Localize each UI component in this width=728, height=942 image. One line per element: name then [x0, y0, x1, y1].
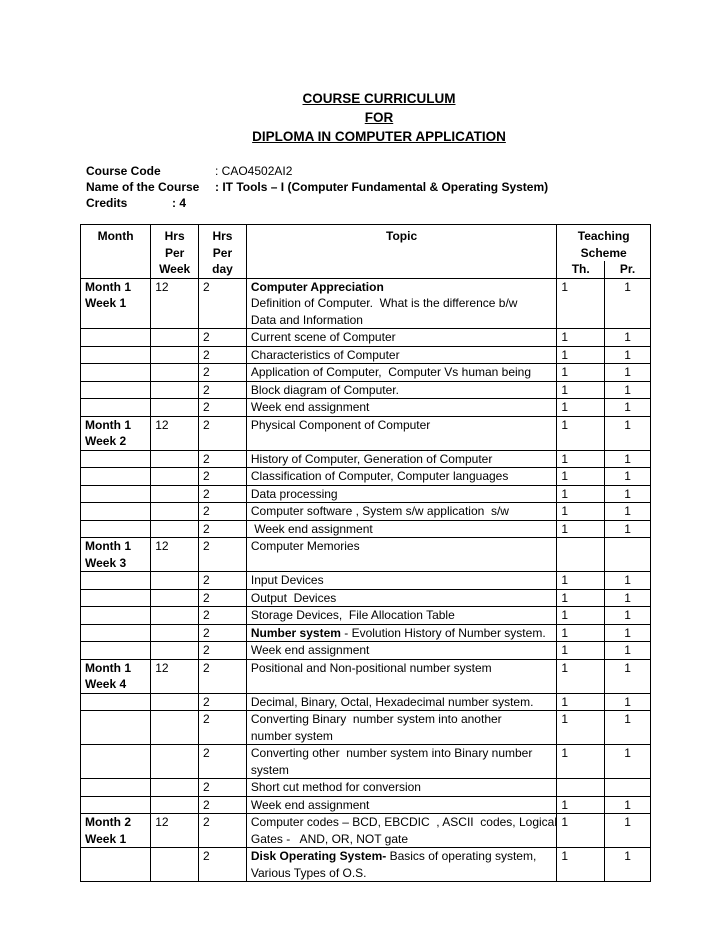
topic-line: Definition of Computer. What is the difference b/w: [250, 296, 518, 310]
cell-th: 1: [557, 589, 605, 607]
topic-line: number system: [250, 728, 333, 743]
cell-hrs-week: [151, 503, 199, 521]
table-row: [81, 346, 651, 364]
title-for: FOR: [364, 110, 394, 125]
cell-hrs-week: [151, 607, 199, 625]
topic-line: Input Devices: [250, 573, 324, 587]
week-label: Week 3: [85, 555, 127, 570]
cell-th: 1: [557, 711, 605, 745]
table-row: [81, 711, 651, 745]
month-label: Month 1: [85, 279, 131, 294]
cell-pr: 1: [605, 329, 651, 347]
cell-th: 1: [557, 399, 605, 417]
cell-th: 1: [557, 364, 605, 382]
course-name-label: Name of the Course: [86, 180, 200, 194]
cell-month: [81, 745, 151, 779]
cell-hrs-day: 2: [199, 779, 247, 797]
cell-hrs-week: [151, 329, 199, 347]
cell-pr: 1: [605, 381, 651, 399]
cell-hrs-week: [151, 642, 199, 660]
cell-topic: [246, 364, 556, 382]
cell-hrs-week: [151, 520, 199, 538]
cell-pr: 1: [605, 364, 651, 382]
cell-hrs-day: 2: [199, 503, 247, 521]
cell-th: 1: [557, 329, 605, 347]
cell-topic: [246, 346, 556, 364]
cell-hrs-day: 2: [199, 745, 247, 779]
cell-month: [81, 381, 151, 399]
header-month: Month: [81, 225, 151, 279]
cell-pr: 1: [605, 468, 651, 486]
cell-topic: [246, 779, 556, 797]
table-row: [81, 624, 651, 642]
cell-topic: [246, 711, 556, 745]
cell-topic: [246, 589, 556, 607]
cell-pr: 1: [605, 814, 651, 848]
cell-topic: [246, 693, 556, 711]
cell-topic: [246, 624, 556, 642]
cell-hrs-week: 12: [151, 659, 199, 693]
topic-bold-term: Number system: [250, 625, 341, 640]
cell-th: 1: [557, 520, 605, 538]
month-label: Month 1: [85, 417, 131, 432]
cell-th: 1: [557, 607, 605, 625]
topic-line: Classification of Computer, Computer languages: [250, 469, 509, 483]
cell-hrs-week: [151, 485, 199, 503]
cell-month: [81, 624, 151, 642]
cell-pr: 1: [605, 572, 651, 590]
title-line-2: [0, 108, 728, 127]
topic-line: Week end assignment: [250, 797, 370, 812]
table-row: [81, 642, 651, 660]
cell-hrs-week: [151, 364, 199, 382]
cell-topic: [246, 278, 556, 329]
cell-hrs-day: 2: [199, 642, 247, 660]
cell-pr: 1: [605, 796, 651, 814]
week-label: Week 4: [85, 677, 127, 691]
cell-topic: [246, 381, 556, 399]
cell-pr: 1: [605, 848, 651, 882]
cell-hrs-day: 2: [199, 329, 247, 347]
cell-th: 1: [557, 693, 605, 711]
topic-line: Computer codes – BCD, EBCDIC , ASCII codes, Logical: [250, 815, 558, 829]
cell-pr: 1: [605, 346, 651, 364]
topic-line: Application of Computer, Computer Vs human being: [250, 365, 532, 379]
cell-hrs-day: 2: [199, 485, 247, 503]
cell-hrs-week: [151, 624, 199, 642]
cell-month: [81, 329, 151, 347]
course-code-label: Course Code: [86, 164, 161, 178]
cell-month: [81, 848, 151, 882]
cell-th: 1: [557, 416, 605, 450]
topic-line: Data processing: [250, 486, 338, 501]
cell-hrs-week: [151, 779, 199, 797]
table-row: [81, 693, 651, 711]
cell-topic: [246, 572, 556, 590]
table-row: [81, 659, 651, 693]
cell-hrs-day: 2: [199, 693, 247, 711]
cell-th: 1: [557, 278, 605, 329]
cell-hrs-week: 12: [151, 538, 199, 572]
cell-hrs-day: 2: [199, 848, 247, 882]
credits-value: : 4: [172, 196, 187, 210]
table-row: [81, 468, 651, 486]
header-teaching-scheme: Teaching Scheme: [557, 225, 651, 262]
cell-topic: [246, 399, 556, 417]
table-row: [81, 745, 651, 779]
cell-month: [81, 450, 151, 468]
title-line-1: [0, 89, 728, 108]
cell-month: [81, 520, 151, 538]
cell-hrs-week: [151, 468, 199, 486]
table-row: [81, 278, 651, 329]
cell-th: 1: [557, 503, 605, 521]
cell-topic: [246, 659, 556, 693]
cell-hrs-week: [151, 693, 199, 711]
topic-heading: Computer Appreciation: [250, 279, 384, 294]
cell-pr: [605, 779, 651, 797]
cell-month: [81, 538, 151, 572]
cell-pr: 1: [605, 450, 651, 468]
cell-hrs-day: 2: [199, 711, 247, 745]
topic-line: Disk Operating System- Basics of operating system,: [250, 849, 537, 863]
cell-month: [81, 278, 151, 329]
cell-th: 1: [557, 642, 605, 660]
cell-th: 1: [557, 745, 605, 779]
title-line-3: [0, 127, 728, 146]
week-label: Week 1: [85, 831, 127, 846]
table-row: [81, 572, 651, 590]
header-topic: Topic: [246, 225, 556, 279]
cell-th: 1: [557, 468, 605, 486]
cell-month: [81, 416, 151, 450]
topic-line: Decimal, Binary, Octal, Hexadecimal number system.: [250, 694, 534, 709]
cell-topic: [246, 796, 556, 814]
cell-hrs-week: [151, 572, 199, 590]
cell-pr: 1: [605, 711, 651, 745]
cell-topic: [246, 468, 556, 486]
table-row: [81, 848, 651, 882]
topic-line: Block diagram of Computer.: [250, 382, 399, 397]
week-label: Week 2: [85, 434, 127, 448]
table-row: [81, 589, 651, 607]
cell-hrs-day: 2: [199, 814, 247, 848]
cell-pr: 1: [605, 278, 651, 329]
cell-th: 1: [557, 346, 605, 364]
table-row: [81, 485, 651, 503]
cell-month: [81, 399, 151, 417]
title-course-curriculum: COURSE CURRICULUM: [302, 91, 456, 106]
cell-topic: [246, 538, 556, 572]
cell-topic: [246, 814, 556, 848]
topic-line: Converting Binary number system into another: [250, 712, 502, 726]
cell-hrs-week: [151, 745, 199, 779]
cell-hrs-week: [151, 796, 199, 814]
cell-hrs-day: 2: [199, 381, 247, 399]
cell-hrs-day: 2: [199, 607, 247, 625]
course-name-value: : IT Tools – I (Computer Fundamental & Operating System): [215, 180, 549, 194]
cell-hrs-day: 2: [199, 572, 247, 590]
cell-month: [81, 572, 151, 590]
month-label: Month 2: [85, 815, 131, 829]
table-row: [81, 538, 651, 572]
cell-th: 1: [557, 572, 605, 590]
cell-pr: 1: [605, 693, 651, 711]
cell-pr: 1: [605, 607, 651, 625]
cell-topic: [246, 329, 556, 347]
cell-month: [81, 503, 151, 521]
topic-bold-term: Disk Operating System-: [250, 849, 387, 863]
cell-hrs-day: 2: [199, 538, 247, 572]
table-row: [81, 450, 651, 468]
cell-hrs-day: 2: [199, 520, 247, 538]
cell-topic: [246, 745, 556, 779]
table-row: [81, 607, 651, 625]
cell-th: 1: [557, 796, 605, 814]
cell-month: [81, 814, 151, 848]
topic-line: Week end assignment: [250, 643, 370, 657]
cell-month: [81, 485, 151, 503]
topic-line: system: [250, 762, 289, 777]
cell-pr: 1: [605, 485, 651, 503]
topic-line: Short cut method for conversion: [250, 780, 421, 794]
topic-line: Computer software , System s/w application s/w: [250, 504, 509, 518]
cell-pr: 1: [605, 624, 651, 642]
topic-line: Physical Component of Computer: [250, 417, 431, 432]
cell-pr: 1: [605, 399, 651, 417]
table-row: [81, 814, 651, 848]
table-row: [81, 416, 651, 450]
topic-line: Storage Devices, File Allocation Table: [250, 608, 455, 622]
cell-hrs-week: 12: [151, 278, 199, 329]
cell-hrs-day: 2: [199, 364, 247, 382]
topic-line: Gates - AND, OR, NOT gate: [250, 831, 409, 846]
cell-hrs-week: [151, 848, 199, 882]
cell-hrs-week: [151, 399, 199, 417]
cell-hrs-day: 2: [199, 278, 247, 329]
table-row: [81, 364, 651, 382]
cell-hrs-day: 2: [199, 416, 247, 450]
cell-pr: 1: [605, 745, 651, 779]
topic-line: Week end assignment: [250, 521, 373, 536]
topic-line: Positional and Non-positional number system: [250, 660, 492, 675]
cell-month: [81, 346, 151, 364]
cell-hrs-day: 2: [199, 659, 247, 693]
course-code-value: : CAO4502AI2: [215, 164, 293, 178]
cell-hrs-day: 2: [199, 450, 247, 468]
topic-line: Data and Information: [250, 312, 363, 327]
cell-hrs-week: 12: [151, 814, 199, 848]
table-row: [81, 329, 651, 347]
cell-pr: 1: [605, 589, 651, 607]
cell-pr: 1: [605, 642, 651, 660]
header-pr: Pr.: [605, 261, 651, 278]
cell-th: 1: [557, 848, 605, 882]
header-hrs-per-day: Hrs Per day: [199, 225, 247, 279]
month-label: Month 1: [85, 660, 131, 675]
cell-hrs-day: 2: [199, 796, 247, 814]
table-row: [81, 796, 651, 814]
cell-month: [81, 796, 151, 814]
cell-hrs-week: [151, 711, 199, 745]
topic-line: Converting other number system into Binary number: [250, 746, 533, 760]
cell-topic: [246, 450, 556, 468]
cell-month: [81, 779, 151, 797]
cell-pr: 1: [605, 416, 651, 450]
cell-th: 1: [557, 624, 605, 642]
cell-hrs-week: [151, 346, 199, 364]
cell-month: [81, 693, 151, 711]
topic-line: Output Devices: [250, 590, 337, 605]
month-label: Month 1: [85, 539, 131, 553]
cell-hrs-week: [151, 381, 199, 399]
cell-hrs-day: 2: [199, 589, 247, 607]
cell-month: [81, 659, 151, 693]
table-row: [81, 779, 651, 797]
topic-line: Computer Memories: [250, 539, 360, 553]
cell-topic: [246, 607, 556, 625]
cell-hrs-week: [151, 589, 199, 607]
cell-hrs-day: 2: [199, 399, 247, 417]
cell-th: 1: [557, 450, 605, 468]
topic-line: Characteristics of Computer: [250, 347, 400, 362]
cell-th: 1: [557, 659, 605, 693]
cell-month: [81, 468, 151, 486]
cell-month: [81, 711, 151, 745]
cell-topic: [246, 485, 556, 503]
title-diploma: DIPLOMA IN COMPUTER APPLICATION: [252, 129, 506, 144]
topic-line: Week end assignment: [250, 400, 370, 414]
cell-th: 1: [557, 381, 605, 399]
credits-label: Credits: [86, 196, 128, 210]
cell-th: 1: [557, 814, 605, 848]
cell-month: [81, 642, 151, 660]
topic-line: History of Computer, Generation of Computer: [250, 451, 493, 466]
header-hrs-per-week: Hrs Per Week: [151, 225, 199, 279]
cell-th: [557, 779, 605, 797]
cell-pr: 1: [605, 503, 651, 521]
cell-month: [81, 607, 151, 625]
cell-pr: [605, 538, 651, 572]
table-row: [81, 520, 651, 538]
cell-topic: [246, 503, 556, 521]
cell-month: [81, 364, 151, 382]
cell-topic: [246, 416, 556, 450]
topic-line: Various Types of O.S.: [250, 865, 367, 880]
header-th: Th.: [557, 261, 605, 278]
cell-pr: 1: [605, 659, 651, 693]
cell-hrs-day: 2: [199, 346, 247, 364]
cell-pr: 1: [605, 520, 651, 538]
cell-hrs-week: 12: [151, 416, 199, 450]
cell-hrs-week: [151, 450, 199, 468]
cell-topic: [246, 848, 556, 882]
cell-month: [81, 589, 151, 607]
cell-topic: [246, 642, 556, 660]
cell-th: 1: [557, 485, 605, 503]
cell-hrs-day: 2: [199, 624, 247, 642]
curriculum-table: [80, 224, 651, 882]
cell-topic: [246, 520, 556, 538]
table-row: [81, 381, 651, 399]
topic-line: Current scene of Computer: [250, 330, 396, 344]
topic-line: Number system - Evolution History of Number system.: [250, 625, 546, 640]
table-row: [81, 503, 651, 521]
table-row: [81, 399, 651, 417]
header-row: [81, 225, 651, 262]
table-body: [81, 278, 651, 882]
cell-th: [557, 538, 605, 572]
cell-hrs-day: 2: [199, 468, 247, 486]
week-label: Week 1: [85, 296, 127, 310]
